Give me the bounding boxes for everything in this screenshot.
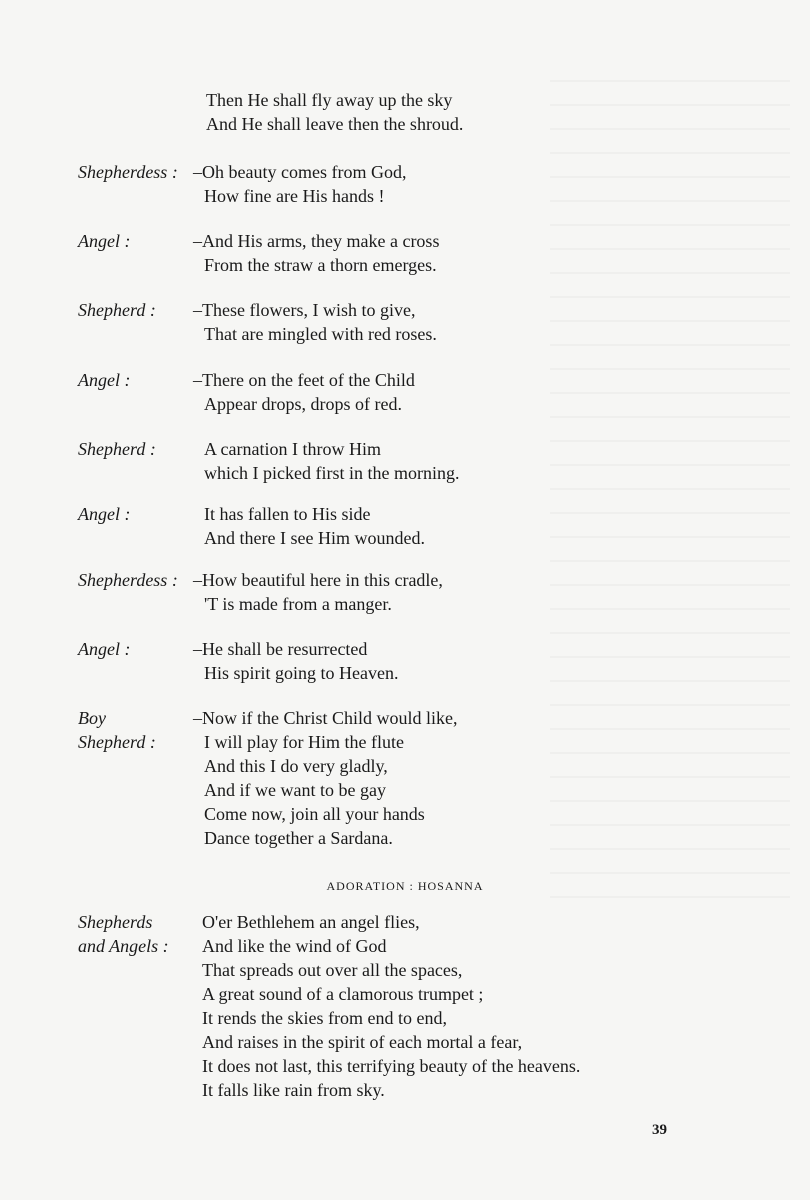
verse-line: It does not last, this terrifying beauty of the heavens. (202, 1056, 581, 1076)
speaker-label: Angel : (78, 639, 131, 659)
verse-line: –And His arms, they make a cross (193, 231, 440, 251)
speaker-label (78, 706, 156, 754)
speech-lines (193, 160, 406, 208)
verse-line: –He shall be resurrected (193, 639, 368, 659)
section-heading: ADORATION : HOSANNA (326, 879, 484, 893)
verse-line: O'er Bethlehem an angel flies, (202, 912, 420, 932)
verse-line: From the straw a thorn emerges. (204, 255, 437, 275)
verse-line: It rends the skies from end to end, (202, 1008, 447, 1028)
speech-lines (202, 910, 580, 1102)
verse-line: Dance together a Sardana. (204, 828, 393, 848)
speaker-label: Shepherd : (78, 439, 156, 459)
speaker-label: Shepherd : (78, 300, 156, 320)
verse-line: Come now, join all your hands (204, 804, 425, 824)
speaker-line: Shepherd : (78, 732, 156, 752)
verse-line: Appear drops, drops of red. (204, 394, 402, 414)
verse-line: Then He shall fly away up the sky (206, 90, 453, 110)
verse-line: And this I do very gladly, (204, 756, 388, 776)
continuation-lines (206, 88, 463, 136)
speaker-label: Angel : (78, 370, 131, 390)
speaker-line: and Angels : (78, 936, 169, 956)
speech-lines (193, 298, 437, 346)
verse-line: It has fallen to His side (204, 504, 371, 524)
verse-line: And raises in the spirit of each mortal a fear, (202, 1032, 523, 1052)
verse-line: –How beautiful here in this cradle, (193, 570, 443, 590)
verse-line: How fine are His hands ! (204, 186, 385, 206)
speech-lines (193, 502, 425, 550)
verse-line: –There on the feet of the Child (193, 370, 415, 390)
speaker-label: Angel : (78, 231, 131, 251)
verse-line: That are mingled with red roses. (204, 324, 437, 344)
speaker-label: Shepherdess : (78, 162, 178, 182)
verse-line: 'T is made from a manger. (204, 594, 392, 614)
verse-line: –Now if the Christ Child would like, (193, 708, 458, 728)
verse-line: –Oh beauty comes from God, (193, 162, 407, 182)
page-number: 39 (652, 1122, 667, 1138)
verse-line: That spreads out over all the spaces, (202, 960, 463, 980)
verse-line: His spirit going to Heaven. (204, 663, 399, 683)
verse-line: It falls like rain from sky. (202, 1080, 385, 1100)
speaker-label: Shepherdess : (78, 570, 178, 590)
speaker-label: Angel : (78, 504, 131, 524)
speaker-line: Shepherds (78, 912, 153, 932)
speech-lines (193, 229, 439, 277)
bleed-through-texture (550, 80, 790, 900)
verse-line: –These flowers, I wish to give, (193, 300, 416, 320)
speech-lines (193, 368, 415, 416)
verse-line: A great sound of a clamorous trumpet ; (202, 984, 484, 1004)
verse-line: And there I see Him wounded. (204, 528, 425, 548)
speaker-label (78, 910, 169, 958)
speech-lines (193, 437, 459, 485)
verse-line: I will play for Him the flute (204, 732, 404, 752)
verse-line: which I picked first in the morning. (204, 463, 460, 483)
speech-lines (193, 637, 398, 685)
speech-lines (193, 706, 458, 850)
verse-line: And He shall leave then the shroud. (206, 114, 464, 134)
verse-line: A carnation I throw Him (204, 439, 381, 459)
verse-line: And like the wind of God (202, 936, 387, 956)
speech-lines (193, 568, 443, 616)
speaker-line: Boy (78, 708, 106, 728)
verse-line: And if we want to be gay (204, 780, 386, 800)
